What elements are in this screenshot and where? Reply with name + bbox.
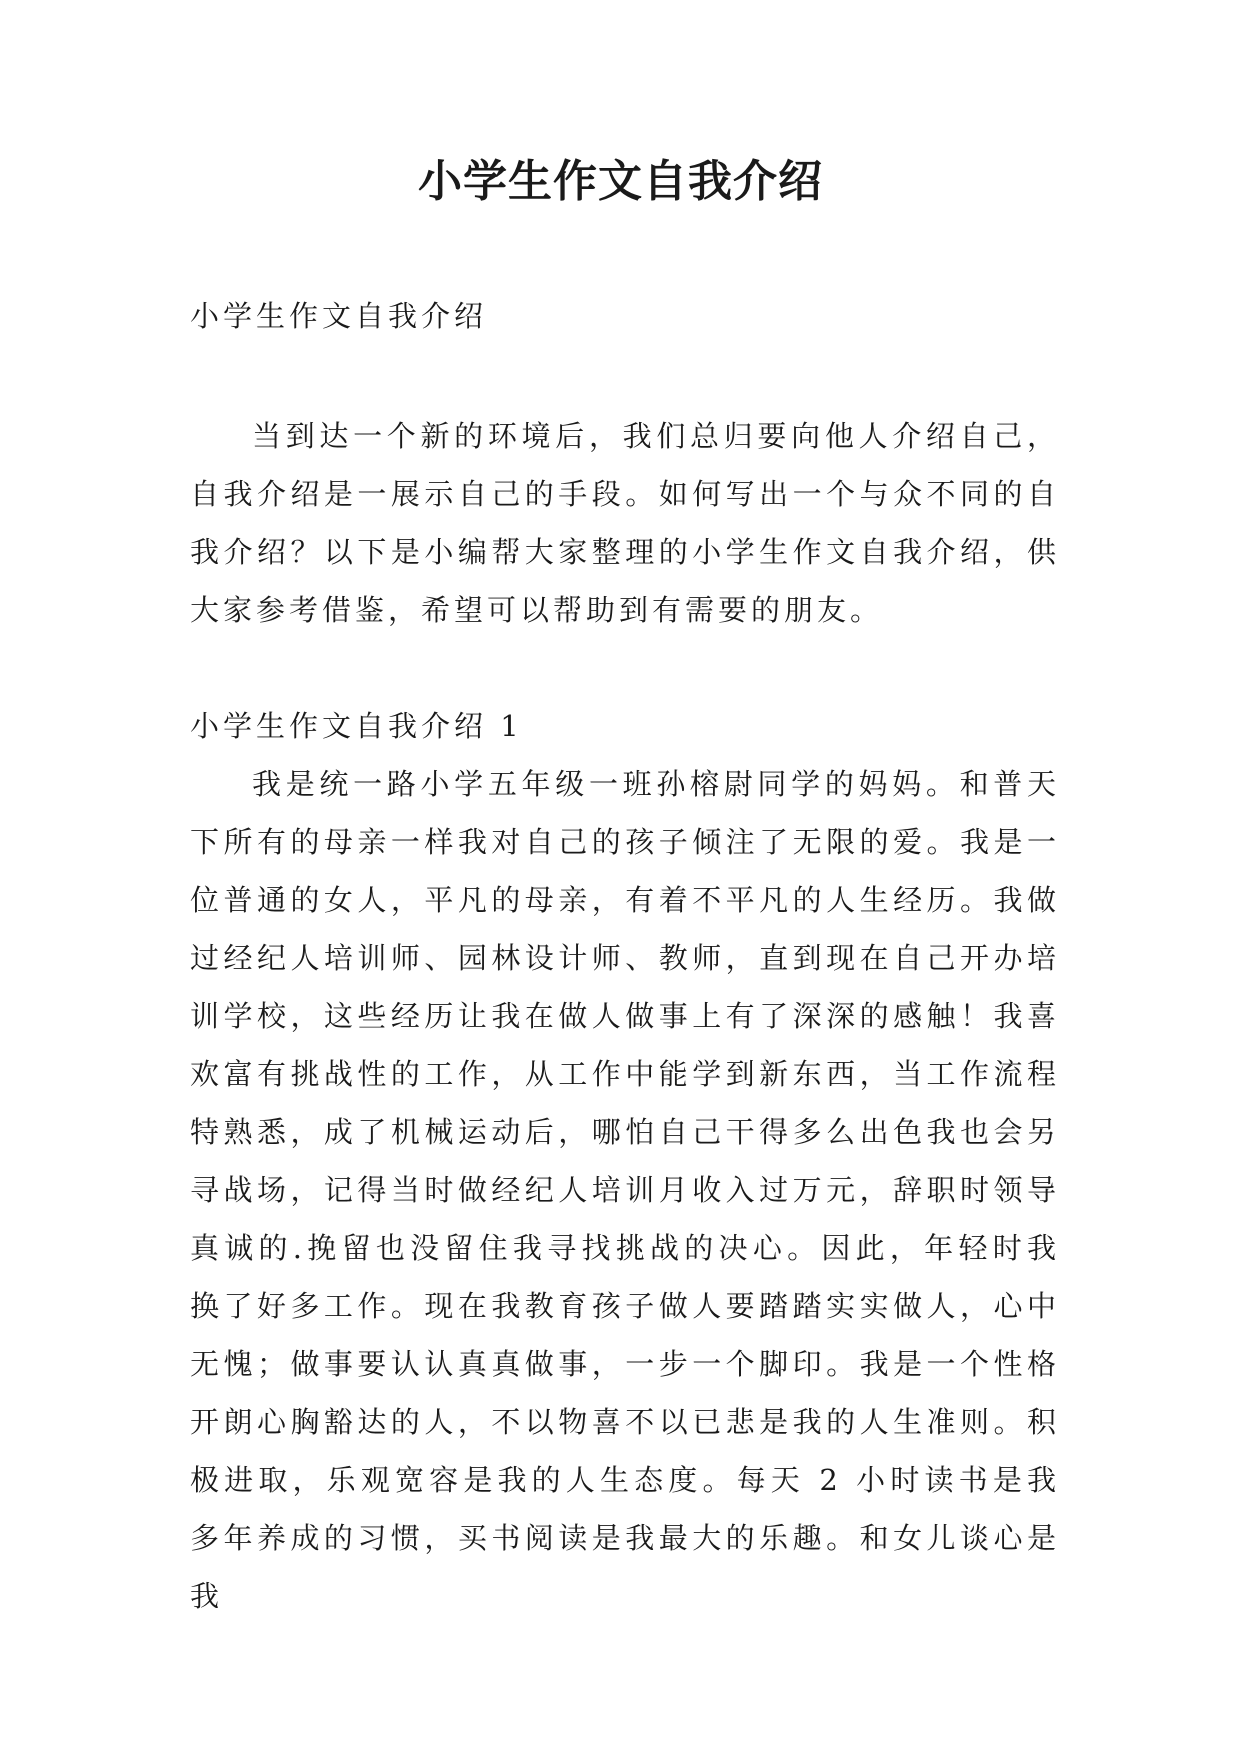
document-subtitle <box>190 287 1060 345</box>
section-heading-text: 小学生作文自我介绍 1 <box>190 709 523 743</box>
intro-text: 当到达一个新的环境后，我们总归要向他人介绍自己，自我介绍是一展示自己的手段。如何写出一个与众不同的自我介绍？以下是小编帮大家整理的小学生作文自我介绍，供大家参考借鉴，希望可以帮助到有需要的朋友。 <box>190 419 1060 627</box>
section-body <box>190 755 1060 1625</box>
subtitle-text: 小学生作文自我介绍 <box>190 299 488 333</box>
intro-paragraph <box>190 407 1060 639</box>
section-body-text: 我是统一路小学五年级一班孙榕尉同学的妈妈。和普天下所有的母亲一样我对自己的孩子倾注了无限的爱。我是一位普通的女人，平凡的母亲，有着不平凡的人生经历。我做过经纪人培训师、园林设计师、教师，直到现在自己开办培训学校，这些经历让我在做人做事上有了深深的感触！我喜欢富有挑战性的工作，从工作中能学到新东西，当工作流程特熟悉，成了机械运动后，哪怕自己干得多么出色我也会另寻战场，记得当时做经纪人培训月收入过万元，辞职时领导真诚的.挽留也没留住我寻找挑战的决心。因此，年轻时我换了好多工作。现在我教育孩子做人要踏踏实实做人，心中无愧；做事要认认真真做事，一步一个脚印。我是一个性格开朗心胸豁达的人，不以物喜不以已悲是我的人生准则。积极进取，乐观宽容是我的人生态度。每天 2 小时读书是我多年养成的习惯，买书阅读是我最大的乐趣。和女儿谈心是我 <box>190 767 1060 1613</box>
section-heading <box>190 697 1060 755</box>
document-title: 小学生作文自我介绍 <box>418 156 823 207</box>
